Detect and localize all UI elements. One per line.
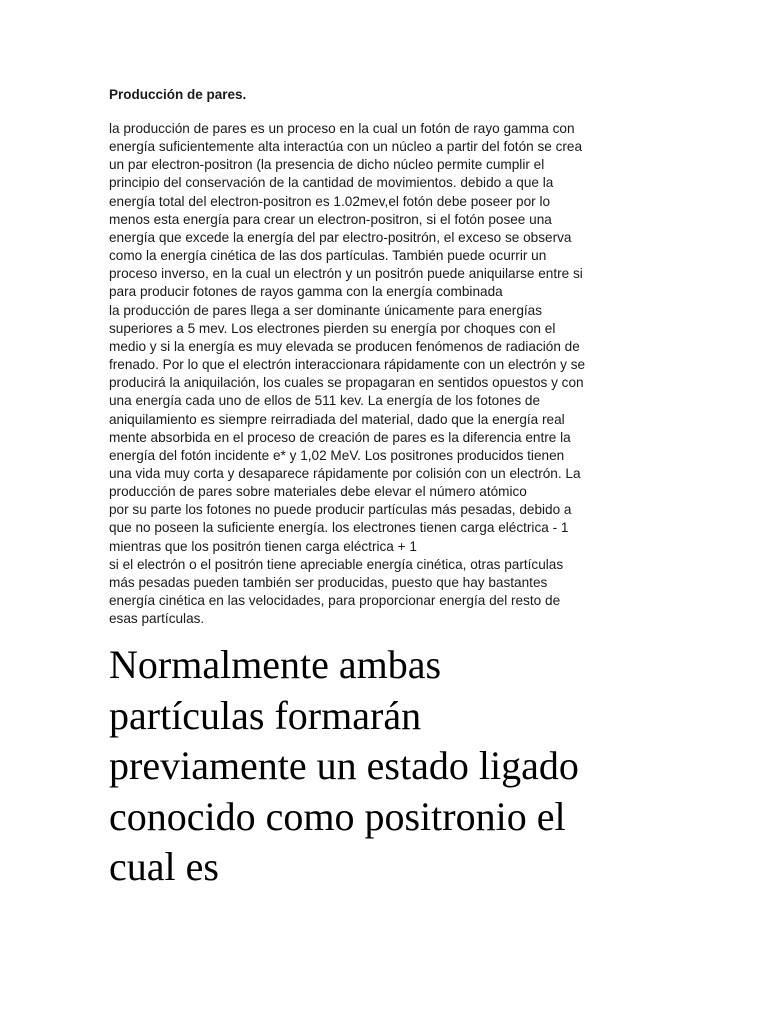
body-line: por su parte los fotones no puede producir partículas más pesadas, debido a [109, 502, 572, 518]
body-line: medio y si la energía es muy elevada se producen fenómenos de radiación de [109, 338, 580, 354]
body-line: la producción de pares es un proceso en la cual un fotón de rayo gamma con [109, 121, 575, 136]
body-line: energía total del electron-positron es 1.02mev,el fotón debe poseer por lo [109, 193, 551, 209]
body-paragraph [109, 120, 669, 628]
body-line: si el electrón o el positrón tiene apreciable energía cinética, otras partículas [109, 556, 564, 572]
large-text-line: partículas formarán [109, 692, 422, 738]
body-line: como la energía cinética de las dos partículas. También puede ocurrir un [109, 248, 547, 264]
body-line: superiores a 5 mev. Los electrones pierden su energía por choques con el [109, 320, 556, 336]
body-line: frenado. Por lo que el electrón interaccionara rápidamente con un electrón y se [109, 357, 586, 373]
body-line: que no poseen la suficiente energía. los electrones tienen carga eléctrica - 1 [109, 520, 569, 536]
body-line: mente absorbida en el proceso de creación de pares es la diferencia entre la [109, 429, 571, 445]
large-text-line: cual es [109, 844, 219, 889]
body-line: principio del conservación de la cantidad de movimientos. debido a que la [109, 175, 554, 191]
body-line: mientras que los positrón tienen carga eléctrica + 1 [109, 538, 417, 554]
body-line: energía del fotón incidente e* y 1,02 MeV. Los positrones producidos tienen [109, 447, 565, 463]
body-line: aniquilamiento es siempre reirradiada del material, dado que la energía real [109, 411, 565, 427]
large-text-line: conocido como positronio el [109, 793, 566, 839]
body-line: una vida muy corta y desaparece rápidamente por colisión con un electrón. La [109, 465, 581, 481]
large-text-line: Normalmente ambas [109, 642, 442, 687]
body-line: un par electron-positron (la presencia de dicho núcleo permite cumplir el [109, 157, 545, 173]
body-line: energía cinética en las velocidades, para proporcionar energía del resto de [109, 593, 561, 609]
body-line: producirá la aniquilación, los cuales se propagaran en sentidos opuestos y con [109, 375, 584, 391]
body-line: la producción de pares llega a ser dominante únicamente para energías [109, 302, 543, 318]
body-line: menos esta energía para crear un electron-positron, si el fotón posee una [109, 211, 552, 227]
body-line: proceso inverso, en la cual un electrón y un positrón puede aniquilarse entre si [109, 266, 583, 282]
body-line: más pesadas pueden también ser producidas, puesto que hay bastantes [109, 574, 548, 590]
body-line: para producir fotones de rayos gamma con la energía combinada [109, 284, 503, 300]
body-line: producción de pares sobre materiales debe elevar el número atómico [109, 484, 527, 500]
body-line: energía suficientemente alta interactúa con un núcleo a partir del fotón se crea [109, 139, 583, 155]
document-title: Producción de pares. [109, 87, 247, 102]
large-paragraph [109, 640, 709, 893]
body-line: esas partículas. [109, 611, 205, 627]
body-line: energía que excede la energía del par electro-positrón, el exceso se observa [109, 229, 572, 245]
large-text-line: previamente un estado ligado [109, 743, 579, 788]
body-line: una energía cada uno de ellos de 511 kev. La energía de los fotones de [109, 393, 541, 409]
